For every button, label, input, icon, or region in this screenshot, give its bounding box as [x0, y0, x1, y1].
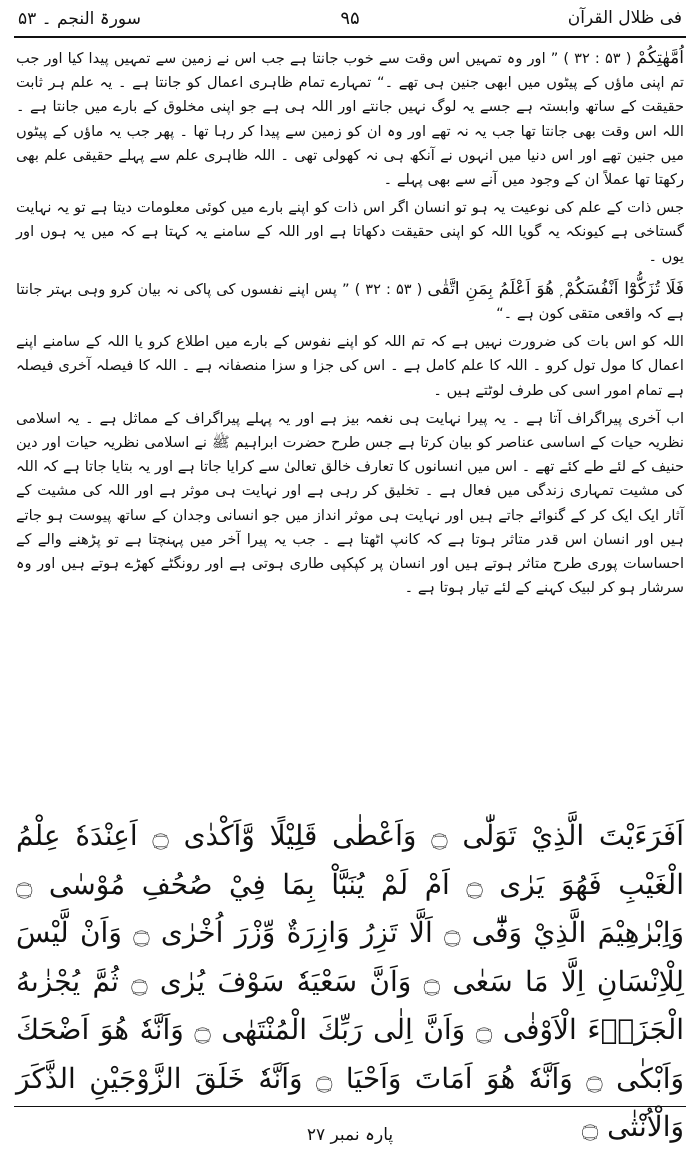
verse-quote-1: اُمَّهٰتِكُمْ	[636, 48, 684, 68]
header-divider	[14, 36, 686, 38]
verse-quote-2: فَلَا تُزَكُّوْٓا اَنْفُسَكُمْ ۭ هُوَ اَعْلَمُ بِمَنِ اتَّقٰى	[427, 278, 684, 299]
quran-verses-text: اَفَرَءَيْتَ الَّذِيْ تَوَلّٰى ۝ وَاَعْطٰى قَلِيْلًا وَّاَكْدٰى ۝ اَعِنْدَهٗ عِلْمُ الْغَيْبِ فَهُوَ يَرٰى ۝ اَمْ لَمْ يُنَبَّاْ بِمَا فِيْ صُحُفِ مُوْسٰى ۝ وَاِبْرٰهِيْمَ الَّذِيْ وَفّٰٓى ۝ اَلَّا تَزِرُ وَازِرَةٌ وِّزْرَ اُخْرٰى ۝ وَاَنْ لَّيْسَ لِلْاِنْسَانِ اِلَّا مَا سَعٰى ۝ وَاَنَّ سَعْيَهٗ سَوْفَ يُرٰى ۝ ثُمَّ يُجْزٰىهُ الْجَزَاۗءَ الْاَوْفٰى ۝ وَاَنَّ اِلٰى رَبِّكَ الْمُنْتَهٰى ۝ وَاَنَّهٗ هُوَ اَضْحَكَ وَاَبْكٰى ۝ وَاَنَّهٗ هُوَ اَمَاتَ وَاَحْيَا ۝ وَاَنَّهٗ خَلَقَ الزَّوْجَيْنِ الذَّكَرَ وَالْاُنْثٰى ۝	[16, 819, 685, 1143]
paragraph-2: جس ذات کے علم کی نوعیت یہ ہو تو انسان اگر اس ذات کو اپنے بارے میں کوئی معلومات دیتا ہے تو یہ نہایت گستاخی ہے کیونکہ یہ گویا اللہ کو اپنی حقیقت دکھاتا ہے اور اللہ کے سامنے یہ کہتا ہے کہ میں یہ ہوں اور یوں ۔	[16, 199, 684, 265]
page-footer	[0, 1124, 700, 1145]
paragraph-1	[16, 46, 684, 192]
paragraph-5: اب آخری پیراگراف آتا ہے ۔ یہ پیرا نہایت ہی نغمہ بیز ہے اور یہ پہلے پیراگراف کے مماثل ہے ۔ یہ اسلامی نظریہ حیات کے اساسی عناصر کو بیان کرتا ہے جس طرح حضرت ابراہیم ﷺ نے اسلامی نظریہ حیات اور دین حنیف کے لئے طے کئے تھے ۔ اس میں انسانوں کا تعارف خالق تعالیٰ سے کرایا جاتا ہے اور یہ بتایا جاتا ہے کہ اللہ کی مشیت تمہاری زندگی میں فعال ہے ۔ تخلیق کر رہی ہے اور نہایت ہی موثر ہے اور اللہ کی مشیت کے آثار ایک ایک کر کے گنوائے جاتے ہیں اور نہایت ہی موثر انداز میں جو انسانی وجدان کے ساتھ پیوست ہو جاتے ہیں اور انسان اس قدر متاثر ہوتا ہے کہ کانپ اٹھتا ہے ۔ جب یہ پیرا آخر میں پہنچتا ہے تو پڑھنے والے کے احساسات پوری طرح متاثر ہوتے ہیں اور انسان پر کپکپی طاری ہوتی ہے اور رونگٹے کھڑے ہوتے ہیں اور وہ سرشار ہو کر لبیک کہنے کے لئے تیار ہوتا ہے ۔	[16, 409, 684, 597]
footer-divider	[14, 1106, 686, 1107]
page-header	[14, 6, 686, 36]
surah-name: سورۃ النجم ۔ ۵۳	[18, 9, 141, 29]
paragraph-3	[16, 277, 684, 326]
paragraph-3-text: ( ۵۳ : ۳۲ ) ” پس اپنے نفسوں کی پاکی نہ بیان کرو وہی بہتر جانتا ہے کہ واقعی متقی کون ہے ۔“	[16, 280, 684, 323]
quran-verses	[16, 812, 684, 1152]
book-title: فی ظلال القرآن	[567, 8, 682, 28]
page-number: ۹۵	[340, 8, 360, 29]
paragraph-1-text: ( ۵۳ : ۳۲ ) ” اور وہ تمہیں اس وقت سے خوب جانتا ہے جب اس نے زمین سے تمہیں پیدا کیا اور جب تم اپنی ماؤں کے پیٹوں میں ابھی جنین ہی تھے ۔“ تمہارے تمام ظاہری اعمال کو جانتا ہے ۔ یہ علم ہر ثابت حقیقت کے ساتھ وابستہ ہے جسے یہ لوگ نہیں جانتے اور اللہ ہی ہے جو اپنی مخلوق کے بارے میں جانتا ہے ۔ اللہ اس وقت بھی جانتا تھا جب یہ نہ تھے اور وہ ان کو زمین سے پیدا کر رہا تھا ۔ پھر جب یہ ماؤں کے پیٹوں میں جنین تھے اور اس دنیا میں انہوں نے آنکھ ہی نہ کھولی تھی ۔ اللہ ظاہری علم سے پہلے حقیقی علم بھی رکھتا تھا عملاً ان کے وجود میں آنے سے بھی پہلے ۔	[16, 50, 684, 189]
paragraph-4: اللہ کو اس بات کی ضرورت نہیں ہے کہ تم اللہ کو اپنے نفوس کے بارے میں اطلاع کرو یا اللہ کے سامنے اپنے اعمال کا مول تول کرو ۔ اللہ کا علم کامل ہے ۔ اس کی جزا و سزا منصفانہ ہے ۔ اللہ کا فیصلہ آخری فیصلہ ہے تمام امور اسی کی طرف لوٹتے ہیں ۔	[16, 333, 684, 399]
para-number: پارہ نمبر ۲۷	[306, 1125, 394, 1145]
commentary-text	[16, 46, 684, 604]
